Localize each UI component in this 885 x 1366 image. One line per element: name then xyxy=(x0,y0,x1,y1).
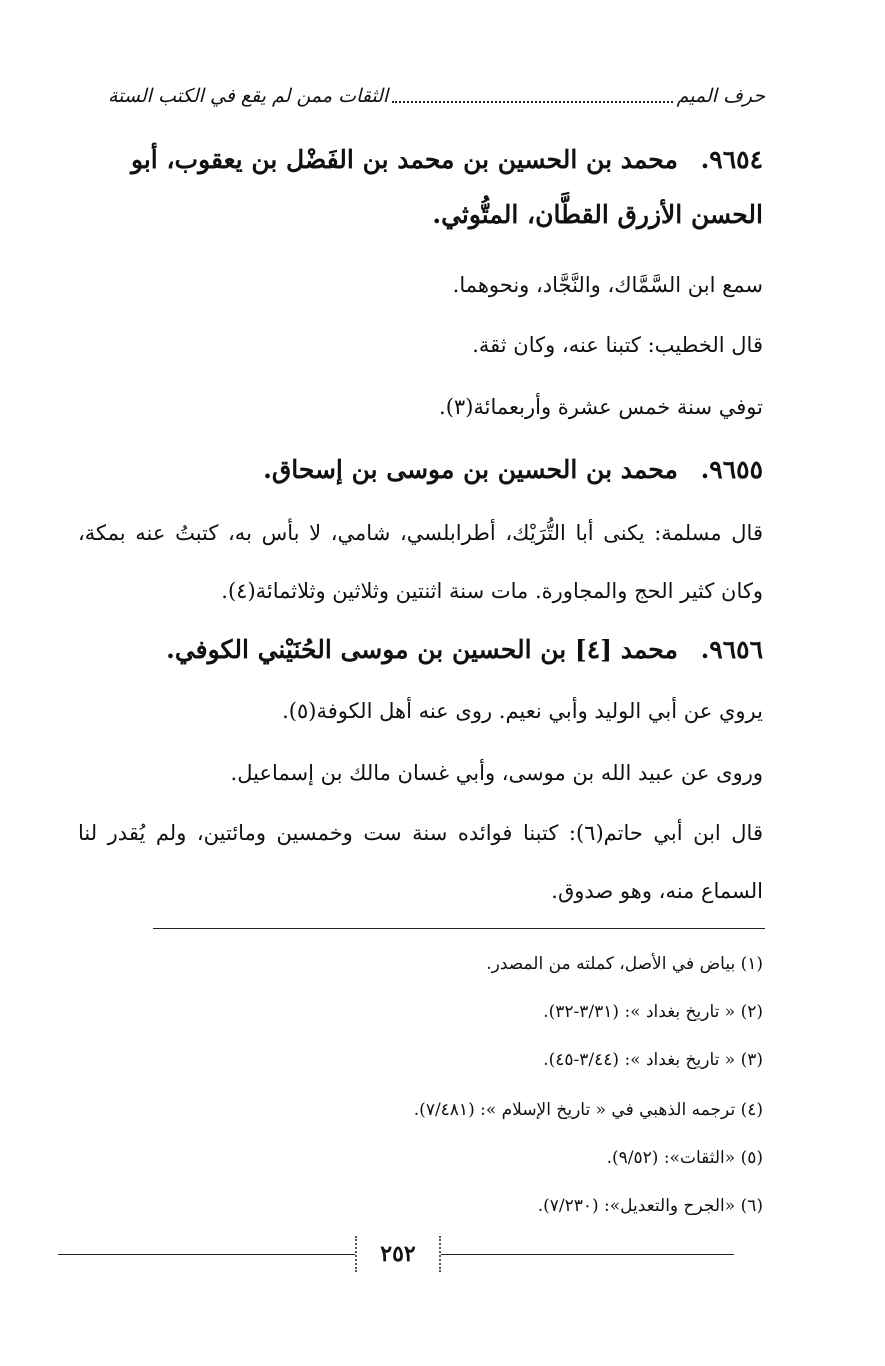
header-leader-dots xyxy=(392,89,672,103)
page-number: ٢٥٢ xyxy=(355,1236,441,1272)
footnote: (٤) ترجمه الذهبي في « تاريخ الإسلام »: (٧/٤٨١). xyxy=(413,1100,763,1120)
header-section: حرف الميم xyxy=(676,85,765,107)
footnote: (٦) «الجرح والتعديل»: (٧/٢٣٠). xyxy=(537,1196,763,1216)
footnote: (٣) « تاريخ بغداد »: (٣/٤٤-٤٥). xyxy=(543,1050,763,1070)
paragraph: وروى عن عبيد الله بن موسى، وأبي غسان مالك بن إسماعيل. xyxy=(230,761,763,785)
paragraph: قال ابن أبي حاتم(٦): كتبنا فوائده سنة ست وخمسين ومائتين، ولم يُقدر لنا السماع منه، وهو صدوق. xyxy=(78,821,763,903)
footnote: (٢) « تاريخ بغداد »: (٣/٣١-٣٢). xyxy=(543,1002,763,1022)
header-book-title: الثقات ممن لم يقع في الكتب الستة xyxy=(108,85,389,107)
entry-title xyxy=(80,132,763,242)
footer-rule-left xyxy=(58,1254,358,1255)
footnote-separator xyxy=(153,928,765,929)
entry-number: ٩٦٥٤. xyxy=(700,145,763,174)
entry-name: محمد بن الحسين بن موسى بن إسحاق. xyxy=(263,455,678,484)
entry-number: ٩٦٥٦. xyxy=(700,635,763,664)
paragraph: سمع ابن السَّمَّاك، والنَّجَّاد، ونحوهما. xyxy=(452,273,763,297)
entry-title xyxy=(80,622,763,677)
footer-rule-right xyxy=(436,1254,734,1255)
footnote: (١) بياض في الأصل، كملته من المصدر. xyxy=(486,954,763,974)
paragraph: قال مسلمة: يكنى أبا التُّرَيْك، أطرابلسي، شامي، لا بأس به، كتبتُ عنه بمكة، وكان كثير الحج والمجاورة. مات سنة اثنتين وثلاثين وثلاثمائة(٤). xyxy=(78,521,763,603)
paragraph: قال الخطيب: كتبنا عنه، وكان ثقة. xyxy=(472,333,763,357)
paragraph: توفي سنة خمس عشرة وأربعمائة(٣). xyxy=(439,395,763,419)
paragraph: يروي عن أبي الوليد وأبي نعيم. روى عنه أهل الكوفة(٥). xyxy=(282,699,763,723)
running-header xyxy=(108,80,765,112)
entry-title xyxy=(80,442,763,497)
entry-number: ٩٦٥٥. xyxy=(700,455,763,484)
entry-name: محمد بن الحسين بن محمد بن الفَضْل بن يعقوب، أبو الحسن الأزرق القطَّان، المتُّوثي. xyxy=(130,145,763,229)
entry-name: محمد [٤] بن الحسين بن موسى الحُنَيْني الكوفي. xyxy=(166,635,678,664)
footnote: (٥) «الثقات»: (٩/٥٢). xyxy=(606,1148,763,1168)
